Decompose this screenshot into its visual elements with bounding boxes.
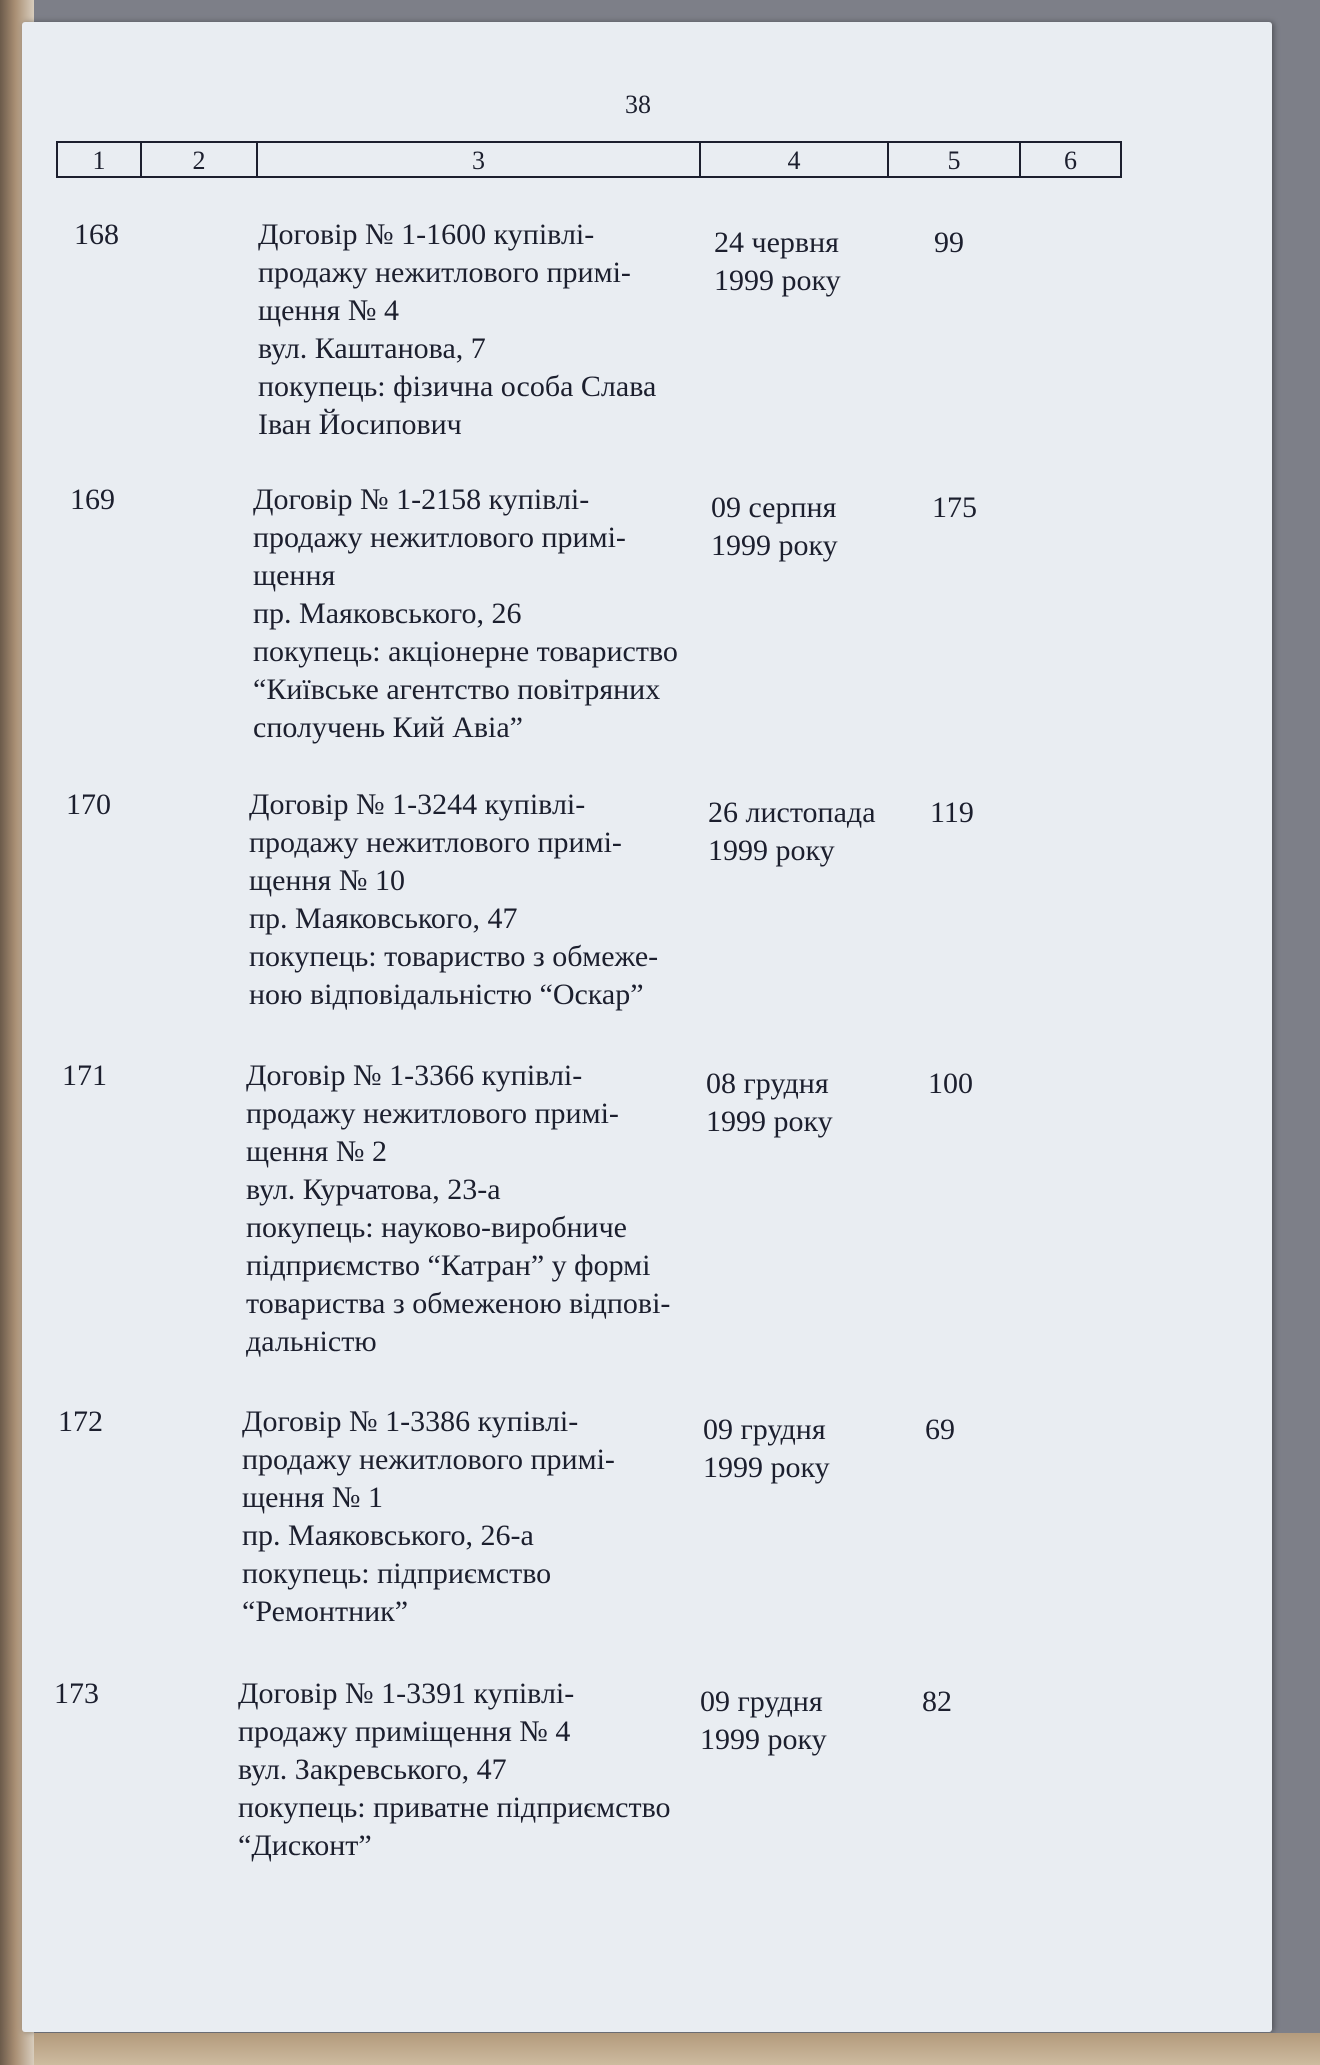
record-sheet-count: 69 — [925, 1413, 955, 1446]
record-date — [703, 1411, 830, 1487]
description-line: пр. Маяковського, 26 — [253, 597, 522, 630]
header-col-6: 6 — [1064, 146, 1077, 175]
description-line: продажу приміщення № 4 — [238, 1715, 571, 1748]
description-line: пр. Маяковського, 47 — [249, 902, 518, 935]
record-description — [249, 786, 729, 1014]
header-col-2: 2 — [142, 143, 258, 176]
record-date — [714, 224, 841, 300]
description-line: покупець: науково-виробниче — [246, 1211, 627, 1244]
date-line: 1999 року — [703, 1451, 830, 1484]
record-number: 173 — [54, 1677, 99, 1710]
date-line: 24 червня — [714, 226, 839, 259]
description-line: покупець: приватне підприємство — [238, 1791, 671, 1824]
record-date — [706, 1065, 833, 1141]
record-number: 170 — [66, 788, 111, 821]
date-line: 08 грудня — [706, 1067, 829, 1100]
description-line: щення № 2 — [246, 1135, 387, 1168]
description-line: щення № 4 — [258, 294, 399, 327]
record-sheet-count: 99 — [934, 226, 964, 259]
date-line: 09 серпня — [711, 491, 837, 524]
page-number: 38 — [625, 90, 651, 119]
record-number: 172 — [58, 1405, 103, 1438]
description-line: продажу нежитлового примі- — [249, 826, 622, 859]
description-line: щення № 1 — [242, 1481, 383, 1514]
record-sheet-count: 119 — [930, 796, 974, 829]
description-line: щення № 10 — [249, 864, 405, 897]
description-line: покупець: акціонерне товариство — [253, 635, 678, 668]
description-line: “Київське агентство повітряних — [253, 673, 661, 706]
record-date — [711, 489, 838, 565]
description-line: Договір № 1-2158 купівлі- — [253, 483, 590, 516]
book-edge — [34, 2033, 1320, 2065]
description-line: Договір № 1-1600 купівлі- — [258, 218, 595, 251]
record-date — [700, 1683, 827, 1759]
description-line: вул. Закревського, 47 — [238, 1753, 507, 1786]
description-line: Договір № 1-3366 купівлі- — [246, 1059, 583, 1092]
description-line: вул. Каштанова, 7 — [258, 332, 486, 365]
date-line: 1999 року — [708, 834, 835, 867]
description-line: покупець: фізична особа Слава — [258, 370, 657, 403]
date-line: 1999 року — [714, 264, 841, 297]
record-number: 171 — [62, 1059, 107, 1092]
date-line: 1999 року — [711, 529, 838, 562]
description-line: продажу нежитлового примі- — [246, 1097, 619, 1130]
date-line: 09 грудня — [700, 1685, 823, 1718]
description-line: “Дисконт” — [238, 1829, 372, 1862]
description-line: сполучень Кий Авіа” — [253, 711, 523, 744]
record-description — [242, 1403, 722, 1631]
record-date — [708, 794, 876, 870]
header-col-5: 5 — [889, 143, 1021, 176]
description-line: продажу нежитлового примі- — [258, 256, 631, 289]
record-sheet-count: 100 — [928, 1067, 973, 1100]
record-sheet-count: 82 — [922, 1685, 952, 1718]
header-col-3: 3 — [258, 143, 701, 176]
description-line: покупець: товариство з обмеже- — [249, 940, 659, 973]
description-line: товариства з обмеженою відпові- — [246, 1287, 671, 1320]
date-line: 1999 року — [706, 1105, 833, 1138]
record-number: 168 — [74, 218, 119, 251]
description-line: “Ремонтник” — [242, 1595, 409, 1628]
record-number: 169 — [70, 483, 115, 516]
record-description — [246, 1057, 726, 1361]
description-line: продажу нежитлового примі- — [242, 1443, 615, 1476]
record-sheet-count: 175 — [932, 491, 977, 524]
date-line: 26 листопада — [708, 796, 876, 829]
header-col-1: 1 — [58, 143, 142, 176]
header-col-4: 4 — [701, 143, 889, 176]
date-line: 1999 року — [700, 1723, 827, 1756]
description-line: Договір № 1-3391 купівлі- — [238, 1677, 575, 1710]
description-line: дальністю — [246, 1325, 377, 1358]
record-description — [253, 481, 733, 747]
date-line: 09 грудня — [703, 1413, 826, 1446]
record-description — [238, 1675, 718, 1865]
description-line: підприємство “Катран” у формі — [246, 1249, 651, 1282]
description-line: ною відповідальністю “Оскар” — [249, 978, 644, 1011]
record-description — [258, 216, 738, 444]
description-line: Договір № 1-3386 купівлі- — [242, 1405, 579, 1438]
description-line: щення — [253, 559, 336, 592]
description-line: Договір № 1-3244 купівлі- — [249, 788, 586, 821]
description-line: покупець: підприємство — [242, 1557, 552, 1590]
description-line: продажу нежитлового примі- — [253, 521, 626, 554]
description-line: вул. Курчатова, 23-а — [246, 1173, 501, 1206]
description-line: Іван Йосипович — [258, 408, 462, 441]
description-line: пр. Маяковського, 26-а — [242, 1519, 534, 1552]
column-header-table — [56, 141, 1122, 178]
